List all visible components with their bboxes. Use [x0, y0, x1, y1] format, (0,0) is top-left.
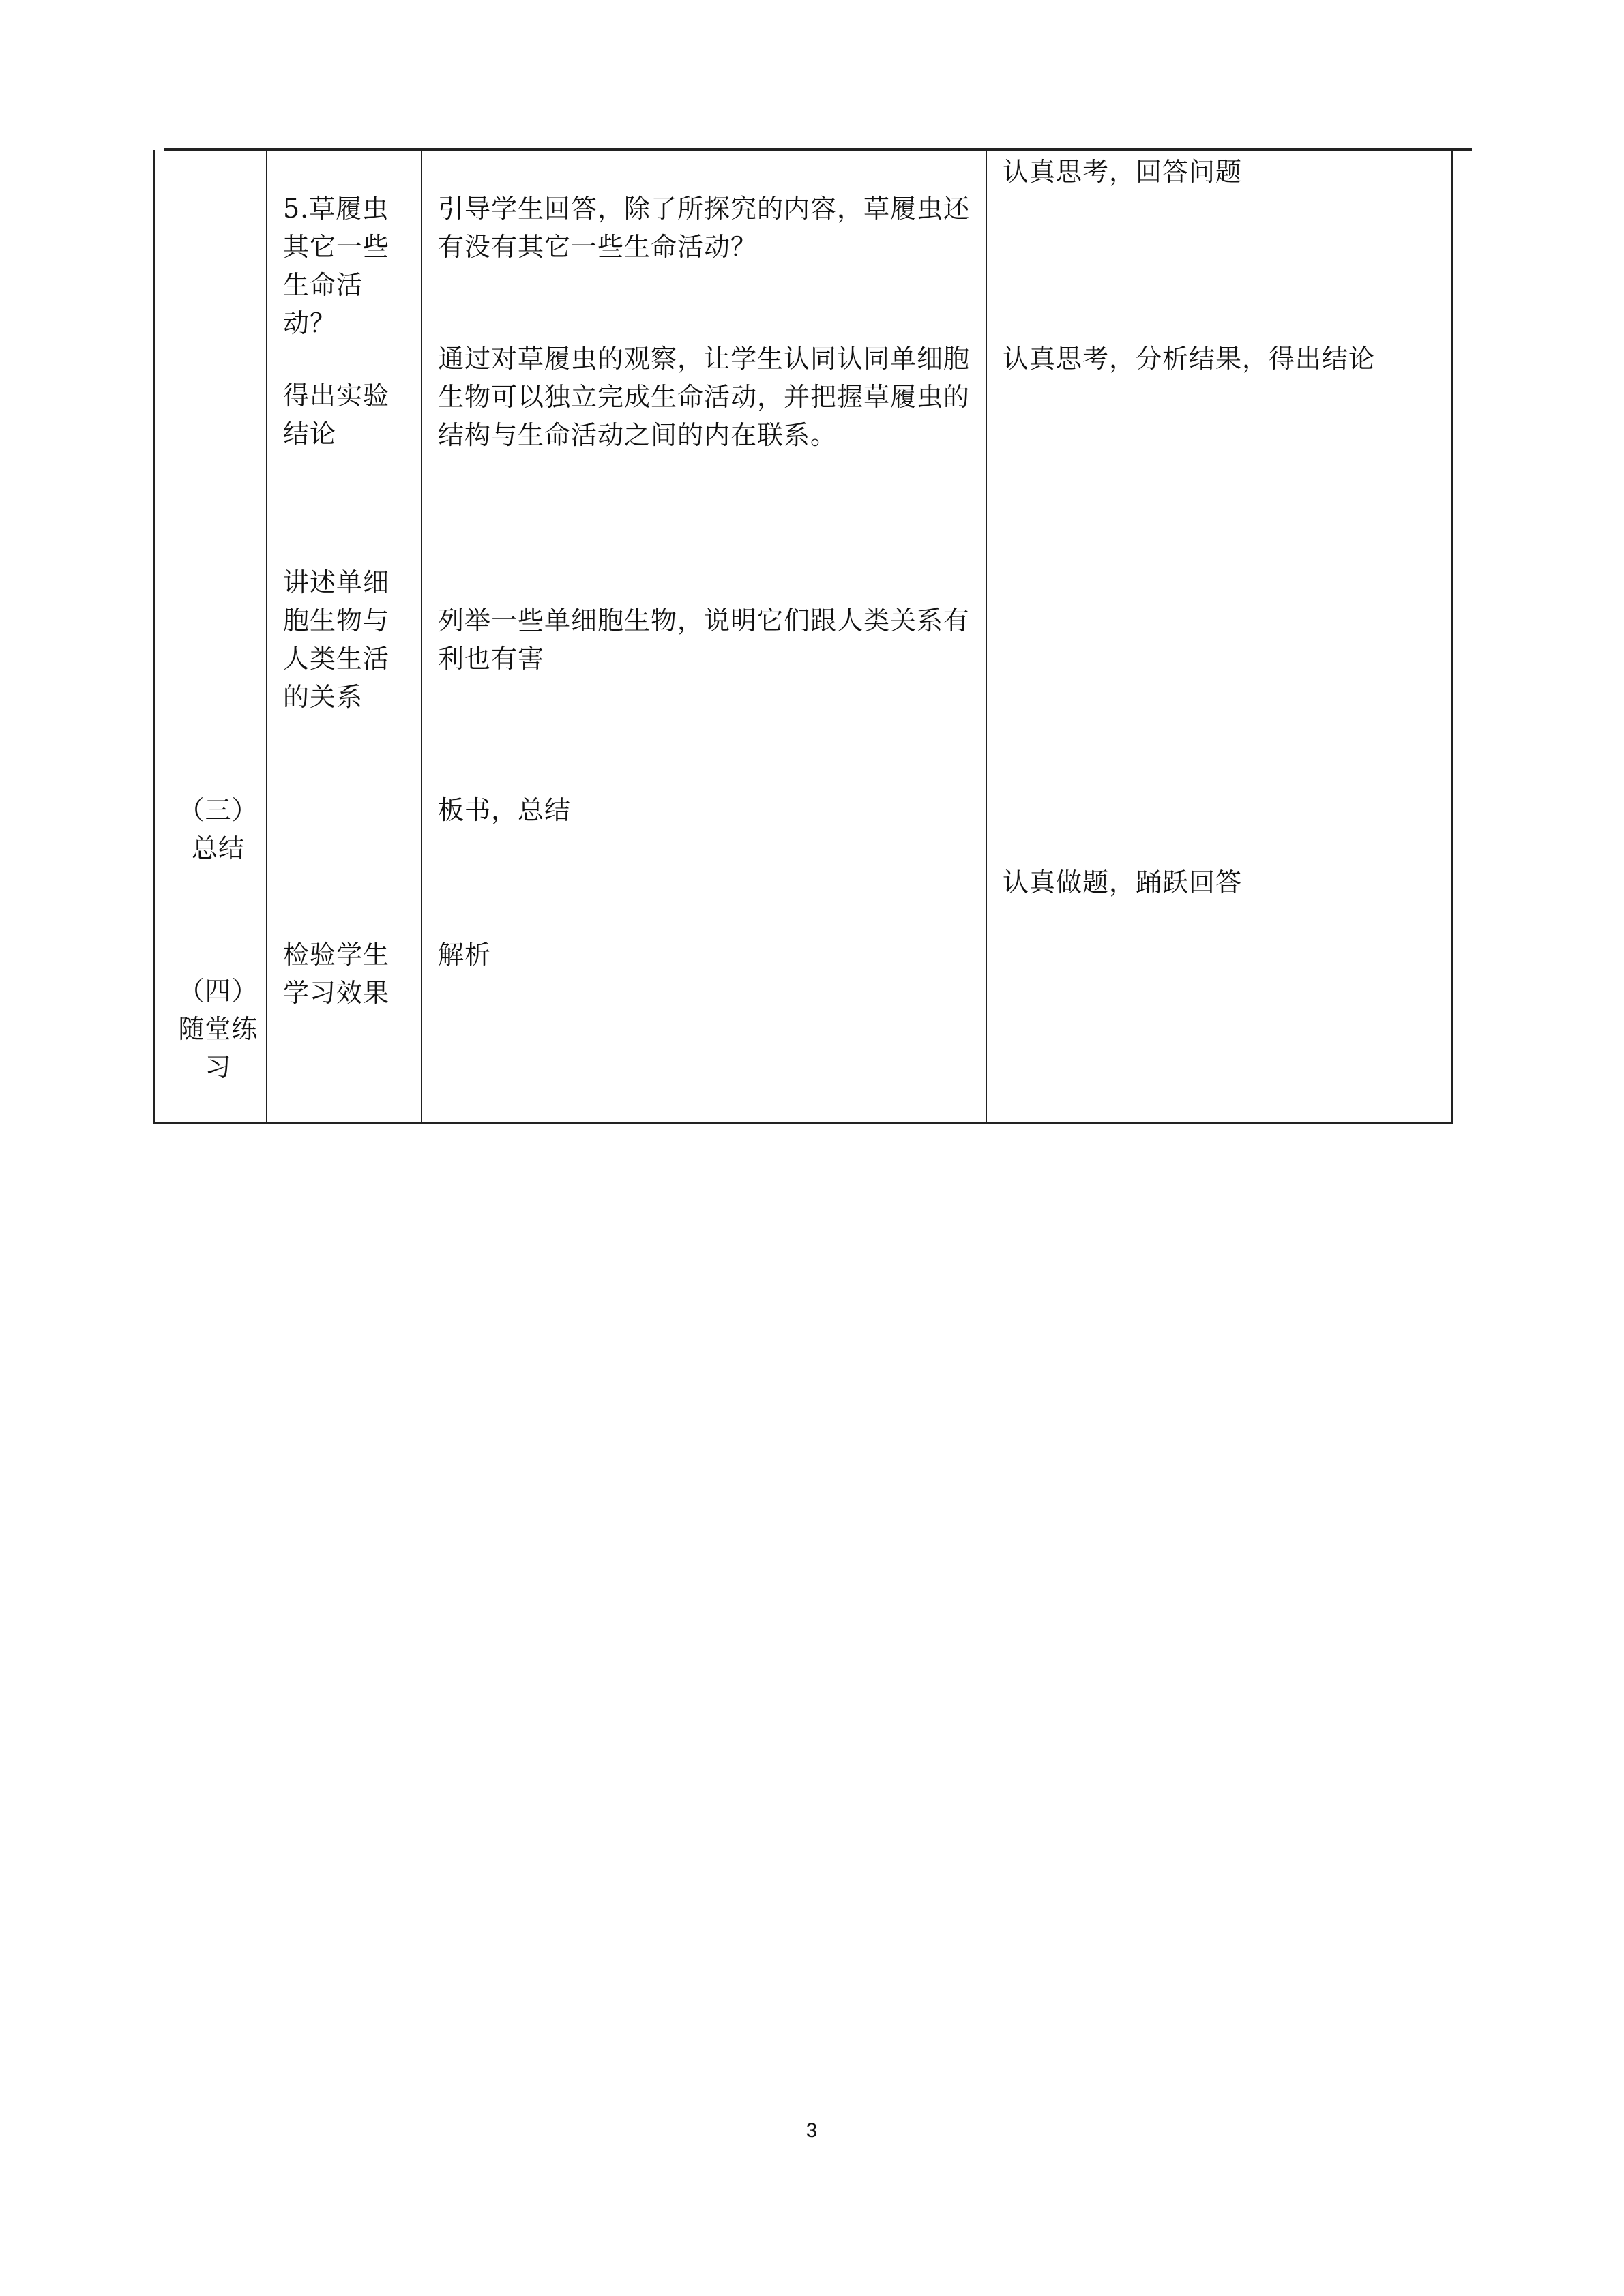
- column-divider-2: [421, 150, 422, 1124]
- teacher-observation: 通过对草履虫的观察，让学生认同认同单细胞生物可以独立完成生命活动，并把握草履虫的结构与生命活动之间的内在联系。: [438, 344, 971, 450]
- stage-practice-label: （四）随堂练习: [178, 976, 259, 1082]
- page-number: 3: [806, 2119, 818, 2142]
- content-conclusion: 得出实验结论: [283, 381, 390, 449]
- content-relation: 讲述单细胞生物与人类生活的关系: [283, 567, 390, 712]
- content-item-5: 5.草履虫其它一些生命活动？: [283, 194, 390, 338]
- student-think-answer: 认真思考，回答问题: [1003, 157, 1243, 187]
- teacher-board-summary: 板书，总结: [438, 795, 572, 825]
- teacher-analysis: 解析: [438, 940, 492, 970]
- student-do-exercises: 认真做题，踊跃回答: [1003, 867, 1243, 897]
- teacher-examples: 列举一些单细胞生物，说明它们跟人类关系有利也有害: [438, 606, 971, 674]
- column-divider-1: [266, 150, 267, 1124]
- student-think-conclude: 认真思考，分析结果，得出结论: [1003, 344, 1376, 374]
- content-check-effect: 检验学生学习效果: [283, 940, 390, 1008]
- stage-summary-label: （三）总结: [178, 795, 259, 863]
- teacher-guide-question: 引导学生回答，除了所探究的内容，草履虫还有没有其它一些生命活动？: [438, 194, 971, 262]
- column-divider-3: [986, 150, 987, 1124]
